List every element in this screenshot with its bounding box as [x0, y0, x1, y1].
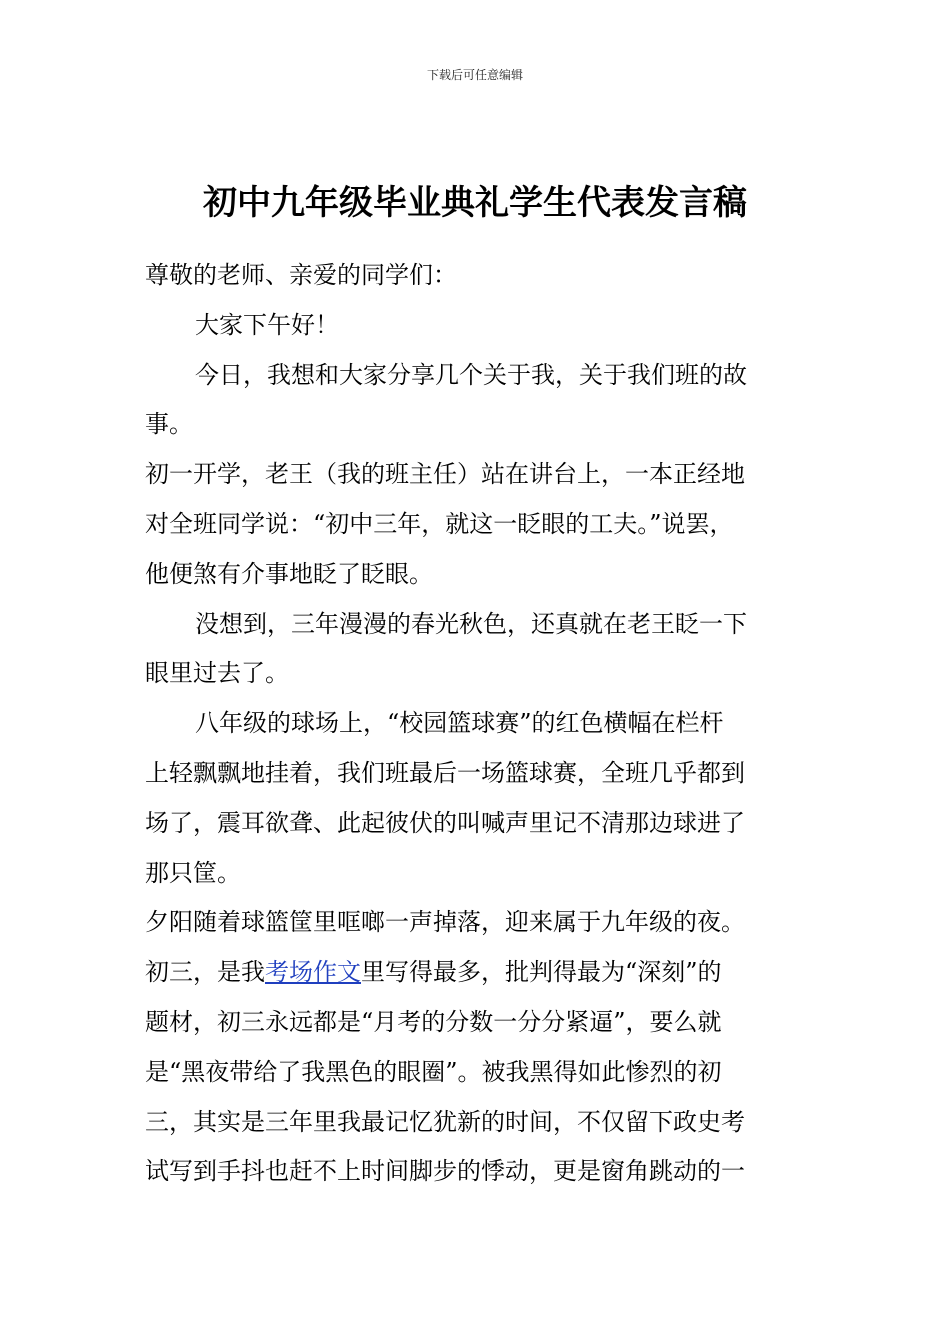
document-title: 初中九年级毕业典礼学生代表发言稿 — [203, 183, 747, 223]
text-line-with-link — [145, 948, 805, 998]
text-line: 没想到，三年漫漫的春光秋色，还真就在老王眨一下 — [195, 609, 747, 638]
text-line: 初一开学，老王（我的班主任）站在讲台上，一本正经地 — [145, 460, 745, 489]
text-line: 场了，震耳欲聋、此起彼伏的叫喊声里记不清那边球进了 — [145, 808, 745, 837]
salutation-line: 尊敬的老师、亲爱的同学们： — [145, 261, 457, 289]
text-line: 对全班同学说：“初中三年，就这一眨眼的工夫。”说罢， — [145, 509, 734, 538]
text-line: 三，其实是三年里我最记忆犹新的时间，不仅留下政史考 — [145, 1107, 745, 1136]
text-line: 那只筐。 — [145, 858, 241, 887]
text-line: 题材，初三永远都是“月考的分数一分分紧逼”，要么就 — [145, 1007, 722, 1036]
document-body — [145, 251, 805, 1197]
header-note: 下载后可任意编辑 — [426, 68, 523, 82]
greeting-line: 大家下午好！ — [195, 310, 339, 339]
text-line: 眼里过去了。 — [145, 659, 289, 688]
text-line: 上轻飘飘地挂着，我们班最后一场篮球赛，全班几乎都到 — [145, 758, 745, 787]
text-segment: 初三，是我 — [145, 958, 265, 987]
text-line: 试写到手抖也赶不上时间脚步的悸动，更是窗角跳动的一 — [145, 1157, 745, 1186]
exam-essay-link[interactable]: 考场作文 — [265, 958, 361, 987]
text-line: 八年级的球场上，“校园篮球赛”的红色横幅在栏杆 — [195, 709, 724, 738]
text-segment: 里写得最多，批判得最为“深刻”的 — [361, 958, 722, 987]
text-line: 他便煞有介事地眨了眨眼。 — [145, 559, 433, 588]
text-line: 夕阳随着球篮筐里哐啷一声掉落，迎来属于九年级的夜。 — [145, 908, 745, 937]
text-line: 是“黑夜带给了我黑色的眼圈”。被我黑得如此惨烈的初 — [145, 1057, 722, 1086]
text-line: 今日，我想和大家分享几个关于我，关于我们班的故 — [195, 360, 747, 389]
text-line: 事。 — [145, 410, 193, 439]
